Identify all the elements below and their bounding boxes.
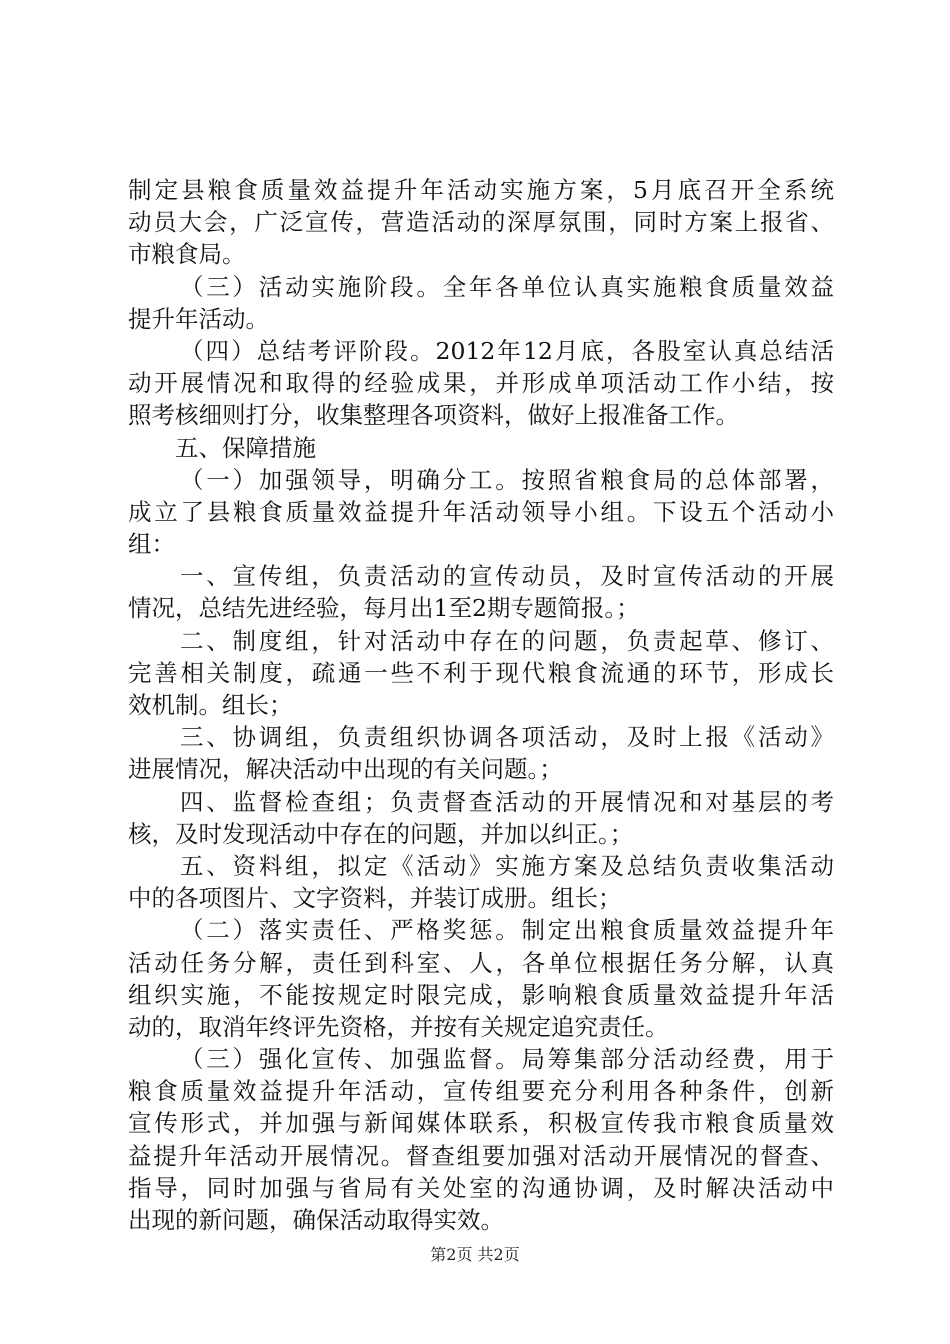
text-line: 情况，总结先进经验，每月出1至2期专题简报。；: [128, 594, 640, 623]
text-line: 进展情况，解决活动中出现的有关问题。；: [128, 755, 563, 784]
text-line: （一）加强领导，明确分工。按照省粮食局的总体部署，: [180, 465, 834, 494]
text-line: 益提升年活动开展情况。督查组要加强对活动开展情况的督查、: [128, 1141, 834, 1170]
text-line: 四、监督检查组；负责督查活动的开展情况和对基层的考: [180, 787, 834, 816]
text-line: 照考核细则打分，收集整理各项资料，做好上报准备工作。: [128, 401, 739, 430]
text-line: 动员大会，广泛宣传，营造活动的深厚氛围，同时方案上报省、: [128, 208, 834, 237]
text-line: （三）强化宣传、加强监督。局筹集部分活动经费，用于: [180, 1045, 834, 1074]
text-line: 动的，取消年终评先资格，并按有关规定追究责任。: [128, 1012, 669, 1041]
text-line: （四）总结考评阶段。2012年12月底，各股室认真总结活: [180, 336, 834, 365]
text-line: 制定县粮食质量效益提升年活动实施方案，5月底召开全系统: [128, 176, 834, 204]
text-line: 一、宣传组，负责活动的宣传动员，及时宣传活动的开展: [180, 562, 834, 591]
text-line: 完善相关制度，疏通一些不利于现代粮食流通的环节，形成长: [128, 658, 834, 687]
text-line: 提升年活动。: [128, 304, 269, 333]
text-line: 五、资料组，拟定《活动》实施方案及总结负责收集活动: [180, 851, 834, 880]
text-line: 组织实施，不能按规定时限完成，影响粮食质量效益提升年活: [128, 980, 834, 1009]
text-line: 粮食质量效益提升年活动，宣传组要充分利用各种条件，创新: [128, 1077, 834, 1106]
text-line: 宣传形式，并加强与新闻媒体联系，积极宣传我市粮食质量效: [128, 1109, 834, 1138]
text-line: 中的各项图片、文字资料，并装订成册。组长；: [128, 884, 622, 913]
section-heading: 五、保障措施: [175, 433, 316, 462]
text-line: 出现的新问题，确保活动取得实效。: [128, 1206, 504, 1234]
text-line: 动开展情况和取得的经验成果，并形成单项活动工作小结，按: [128, 369, 834, 398]
text-line: （三）活动实施阶段。全年各单位认真实施粮食质量效益: [180, 272, 834, 301]
text-line: 活动任务分解，责任到科室、人，各单位根据任务分解，认真: [128, 948, 834, 977]
text-line: 三、协调组，负责组织协调各项活动，及时上报《活动》: [180, 723, 834, 752]
text-line: 市粮食局。: [128, 240, 246, 269]
page-number-footer: 第2页 共2页: [430, 1245, 520, 1264]
text-line: 组：: [128, 530, 175, 559]
text-line: （二）落实责任、严格奖惩。制定出粮食质量效益提升年: [180, 916, 834, 945]
text-line: 核，及时发现活动中存在的问题，并加以纠正。；: [128, 819, 634, 848]
text-line: 效机制。组长；: [128, 691, 293, 719]
text-line: 二、制度组，针对活动中存在的问题，负责起草、修订、: [180, 626, 834, 655]
text-line: 成立了县粮食质量效益提升年活动领导小组。下设五个活动小: [128, 497, 834, 526]
text-line: 指导，同时加强与省局有关处室的沟通协调，及时解决活动中: [128, 1173, 834, 1202]
document-body: [128, 174, 834, 1236]
